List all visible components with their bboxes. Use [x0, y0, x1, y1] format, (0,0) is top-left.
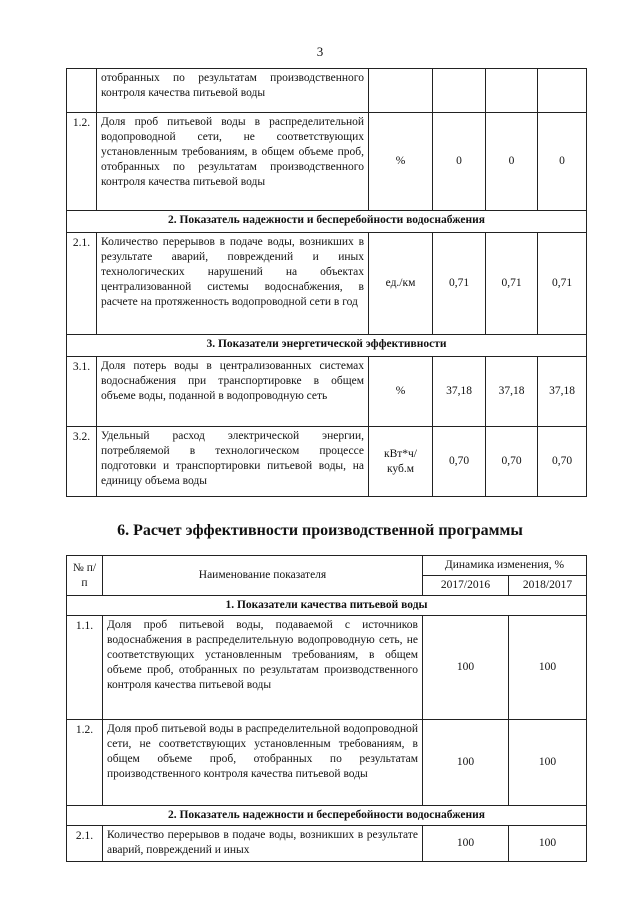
value-cell: 0,71 — [433, 233, 486, 335]
value-cell: 0,70 — [486, 427, 538, 497]
value-cell: 37,18 — [486, 357, 538, 427]
indicator-name: Доля потерь воды в централизованных системах водоснабжения при транспортировке в общем объеме воды, поданной в водопроводную сеть — [97, 357, 369, 427]
value-cell: 100 — [509, 616, 587, 720]
unit-cell: кВт*ч/ куб.м — [369, 427, 433, 497]
unit-cell: % — [369, 113, 433, 211]
indicators-table — [66, 68, 587, 497]
value-cell: 0,70 — [538, 427, 587, 497]
indicator-name: отобранных по результатам производственного контроля качества питьевой воды — [97, 69, 369, 113]
value-cell: 0,71 — [486, 233, 538, 335]
header-dynamics: Динамика изменения, % — [423, 556, 587, 576]
value-cell: 100 — [423, 720, 509, 806]
table-row — [67, 69, 587, 113]
indicator-name: Доля проб питьевой воды в распределительной водопроводной сети, не соответствующих установленным требованиям, в общем объеме проб, отобранных по результатам производственного контроля качества питьевой воды — [103, 720, 423, 806]
unit-cell: ед./км — [369, 233, 433, 335]
value-cell: 100 — [423, 616, 509, 720]
header-year-2: 2018/2017 — [509, 576, 587, 596]
section-row — [67, 596, 587, 616]
header-year-1: 2017/2016 — [423, 576, 509, 596]
indicator-name: Количество перерывов в подаче воды, возникших в результате аварий, повреждений и иных технологических нарушений на объектах централизованной системы водоснабжения, в расчете на протяженность водопроводной сети в год — [97, 233, 369, 335]
table-row — [67, 233, 587, 335]
section-row — [67, 806, 587, 826]
value-cell: 100 — [509, 720, 587, 806]
header-name: Наименование показателя — [103, 556, 423, 596]
row-number: 1.1. — [67, 616, 103, 720]
indicator-name: Доля проб питьевой воды в распределительной водопроводной сети, не соответствующих установленным требованиям, в общем объеме проб, отобранных по результатам производственного контроля качества питьевой воды — [97, 113, 369, 211]
value-cell: 0 — [433, 113, 486, 211]
row-number: 2.1. — [67, 233, 97, 335]
value-cell: 0,70 — [433, 427, 486, 497]
value-cell: 0 — [486, 113, 538, 211]
table-row — [67, 826, 587, 862]
value-cell: 100 — [423, 826, 509, 862]
value-cell: 100 — [509, 826, 587, 862]
page-number: 3 — [316, 44, 324, 59]
section-title: 1. Показатели качества питьевой воды — [67, 596, 587, 616]
section-title: 2. Показатель надежности и бесперебойности водоснабжения — [67, 806, 587, 826]
section-title: 3. Показатели энергетической эффективности — [67, 335, 587, 357]
header-row — [67, 556, 587, 576]
value-cell: 0 — [538, 113, 587, 211]
table-row — [67, 113, 587, 211]
row-number: 1.2. — [67, 113, 97, 211]
section-heading: 6. Расчет эффективности производственной программы — [117, 522, 523, 539]
table-row — [67, 616, 587, 720]
indicator-name: Количество перерывов в подаче воды, возникших в результате аварий, повреждений и иных — [103, 826, 423, 862]
header-number: № п/п — [67, 556, 103, 596]
value-cell: 0,71 — [538, 233, 587, 335]
row-number: 1.2. — [67, 720, 103, 806]
unit-cell: % — [369, 357, 433, 427]
table-row — [67, 357, 587, 427]
section-row — [67, 211, 587, 233]
efficiency-table — [66, 555, 587, 862]
indicator-name: Удельный расход электрической энергии, потребляемой в технологическом процессе подготовки и транспортировки питьевой воды, на единицу объема воды — [97, 427, 369, 497]
table-row — [67, 427, 587, 497]
indicator-name: Доля проб питьевой воды, подаваемой с источников водоснабжения в распределительную водопроводную сеть, не соответствующих установленным требованиям, в общем объеме проб, отобранных по результатам производственного контроля качества питьевой воды — [103, 616, 423, 720]
row-number: 3.1. — [67, 357, 97, 427]
row-number: 3.2. — [67, 427, 97, 497]
row-number: 2.1. — [67, 826, 103, 862]
value-cell: 37,18 — [538, 357, 587, 427]
section-title: 2. Показатель надежности и бесперебойности водоснабжения — [67, 211, 587, 233]
row-number — [67, 69, 97, 113]
table-row — [67, 720, 587, 806]
value-cell: 37,18 — [433, 357, 486, 427]
section-row — [67, 335, 587, 357]
